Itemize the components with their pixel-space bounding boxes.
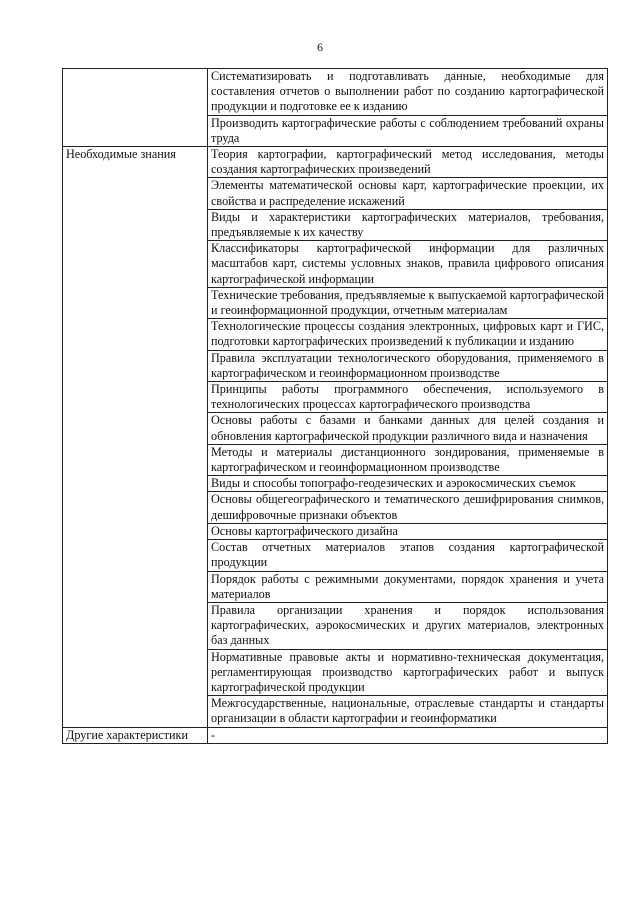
row-label: Необходимые знания (63, 147, 208, 728)
row-description: Технические требования, предъявляемые к выпускаемой картографической и геоинформационной продукции, отчетным материалам (208, 287, 608, 318)
row-description: Межгосударственные, национальные, отраслевые стандарты и стандарты организации в области картографии и геоинформатики (208, 696, 608, 727)
row-description: Производить картографические работы с соблюдением требований охраны труда (208, 115, 608, 146)
row-description: Элементы математической основы карт, картографические проекции, их свойства и распределение искажений (208, 178, 608, 209)
row-description: Правила эксплуатации технологического оборудования, применяемого в картографическом и геоинформационном производстве (208, 350, 608, 381)
row-description: Нормативные правовые акты и нормативно-техническая документация, регламентирующая производство картографических работ и выпуск картографической продукции (208, 649, 608, 696)
row-description: Порядок работы с режимными документами, порядок хранения и учета материалов (208, 571, 608, 602)
row-label (63, 69, 208, 147)
requirements-table (62, 68, 608, 744)
row-description: Основы работы с базами и банками данных для целей создания и обновления картографической продукции различного вида и назначения (208, 413, 608, 444)
table-row (63, 147, 608, 178)
row-description: Методы и материалы дистанционного зондирования, применяемые в картографическом и геоинформационном производстве (208, 444, 608, 475)
row-description: Виды и способы топографо-геодезических и аэрокосмических съемок (208, 476, 608, 492)
row-description: Принципы работы программного обеспечения, используемого в технологических процессах картографического производства (208, 382, 608, 413)
row-description: Теория картографии, картографический метод исследования, методы создания картографических произведений (208, 147, 608, 178)
table-row (63, 727, 608, 743)
table-row (63, 69, 608, 116)
page-number: 6 (317, 40, 323, 54)
row-description: Технологические процессы создания электронных, цифровых карт и ГИС, подготовки картографических произведений к публикации и изданию (208, 319, 608, 350)
row-description: Классификаторы картографической информации для различных масштабов карт, системы условных знаков, правила цифрового описания картографической информации (208, 241, 608, 288)
row-description: Основы общегеографического и тематического дешифрирования снимков, дешифровочные признаки объектов (208, 492, 608, 523)
row-description: Состав отчетных материалов этапов создания картографической продукции (208, 540, 608, 571)
row-description: Систематизировать и подготавливать данные, необходимые для составления отчетов о выполнении работ по созданию картографической продукции и подготовке ее к изданию (208, 69, 608, 116)
row-description: Основы картографического дизайна (208, 523, 608, 539)
row-description: Правила организации хранения и порядок использования картографических, аэрокосмических и других материалов, электронных баз данных (208, 602, 608, 649)
row-description: Виды и характеристики картографических материалов, требования, предъявляемые к их качеству (208, 209, 608, 240)
row-description: - (208, 727, 608, 743)
row-label: Другие характеристики (63, 727, 208, 743)
